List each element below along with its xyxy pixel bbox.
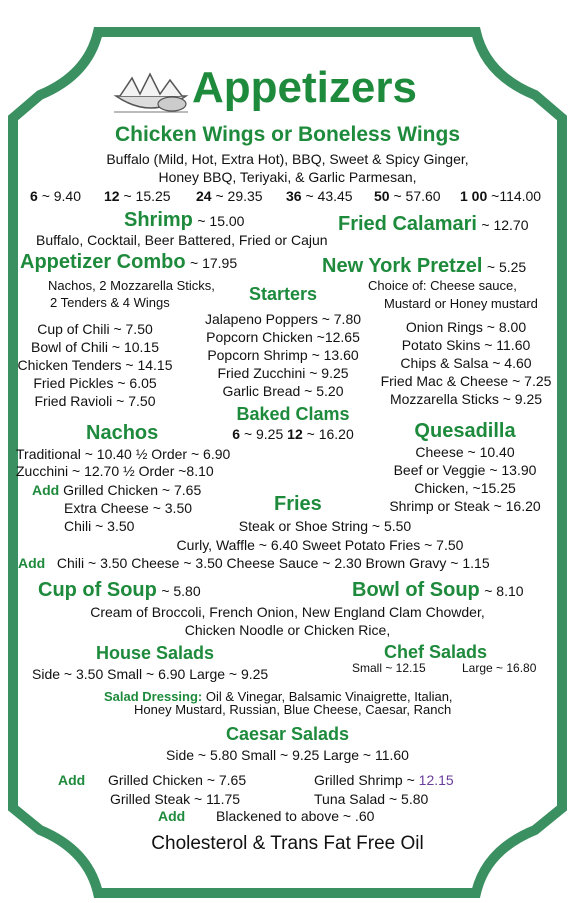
house-salads-prices: Side ~ 3.50 Small ~ 6.90 Large ~ 9.25 [32,666,269,682]
fries-line-1: Steak or Shoe String ~ 5.50 [238,518,412,534]
caesar-prices: Side ~ 5.80 Small ~ 9.25 Large ~ 11.60 [166,747,409,763]
nachos-add-2: Extra Cheese ~ 3.50 [64,500,193,516]
footer-note: Cholesterol & Trans Fat Free Oil [151,833,424,854]
clams-prices: 6 ~ 9.25 12 ~ 16.20 [232,426,354,442]
caesar-blackened: Blackened to above ~ .60 [216,808,375,824]
chef-salads-small: Small ~ 12.15 [352,661,426,675]
right-list-item: Onion Rings ~ 8.00 [405,319,527,335]
quesadilla-item: Cheese ~ 10.40 [415,444,515,460]
combo-item: Appetizer Combo ~ 17.95 [20,251,238,273]
soup-desc-2: Chicken Noodle or Chicken Rice, [184,622,391,638]
quesadilla-item: Shrimp or Steak ~ 16.20 [389,498,541,514]
left-list-item: Chicken Tenders ~ 14.15 [17,357,173,373]
wings-heading: Chicken Wings or Boneless Wings [114,123,460,146]
clams-heading: Baked Clams [236,404,350,424]
shrimp-desc: Buffalo, Cocktail, Beer Battered, Fried or Cajun [36,232,328,248]
left-list-item: Cup of Chili ~ 7.50 [37,321,153,337]
left-list-item: Bowl of Chili ~ 10.15 [30,339,160,355]
page-title: Appetizers [192,63,417,112]
starters-item: Popcorn Chicken ~12.65 [206,329,360,345]
caesar-grilled-chicken: Grilled Chicken ~ 7.65 [108,772,247,788]
starters-item: Jalapeno Poppers ~ 7.80 [204,311,362,327]
pretzel-desc-1: Choice of: Cheese sauce, [368,278,517,293]
combo-desc-1: Nachos, 2 Mozzarella Sticks, [48,278,215,293]
salad-dressing-line-1: Salad Dressing: Oil & Vinegar, Balsamic Vinaigrette, Italian, [104,689,453,704]
caesar-add-label: Add [58,772,86,788]
caesar-grilled-steak: Grilled Steak ~ 11.75 [110,791,241,807]
wings-price-12: 12 ~ 15.25 [104,188,171,204]
nachos-add-3: Chili ~ 3.50 [64,518,135,534]
left-list-item: Fried Ravioli ~ 7.50 [34,393,156,409]
right-list-item: Chips & Salsa ~ 4.60 [400,355,532,371]
quesadilla-heading: Quesadilla [414,420,516,442]
right-list-item: Fried Mac & Cheese ~ 7.25 [380,373,552,389]
soup-desc-1: Cream of Broccoli, French Onion, New England Clam Chowder, [90,604,485,620]
cup-of-soup: Cup of Soup ~ 5.80 [38,579,201,601]
pretzel-item: New York Pretzel ~ 5.25 [322,255,527,277]
left-list-item: Fried Pickles ~ 6.05 [33,375,157,391]
wings-price-24: 24 ~ 29.35 [196,188,263,204]
right-list-item: Potato Skins ~ 11.60 [401,337,531,353]
pretzel-desc-2: Mustard or Honey mustard [384,296,538,311]
nachos-line-1: Traditional ~ 10.40 ½ Order ~ 6.90 [16,446,231,462]
quesadilla-item: Beef or Veggie ~ 13.90 [393,462,537,478]
house-salads-heading: House Salads [96,643,215,663]
fries-heading: Fries [274,493,322,515]
starters-item: Garlic Bread ~ 5.20 [222,383,344,399]
calamari-item: Fried Calamari ~ 12.70 [338,213,529,235]
bowl-of-soup: Bowl of Soup ~ 8.10 [352,579,524,601]
chef-salads-heading: Chef Salads [384,642,488,662]
chef-salads-large: Large ~ 16.80 [462,661,537,675]
quesadilla-item: Chicken, ~15.25 [414,480,516,496]
fries-add-line: Add Chili ~ 3.50 Cheese ~ 3.50 Cheese Sauce ~ 2.30 Brown Gravy ~ 1.15 [18,555,490,571]
caesar-add-label-2: Add [158,808,186,824]
caesar-grilled-shrimp: Grilled Shrimp ~ 12.15 [314,772,454,788]
wings-price-100: 1 00 ~114.00 [460,188,542,204]
nachos-heading: Nachos [86,422,159,444]
caesar-tuna-salad: Tuna Salad ~ 5.80 [314,791,429,807]
wings-price-36: 36 ~ 43.45 [286,188,353,204]
salad-dressing-line-2: Honey Mustard, Russian, Blue Cheese, Caesar, Ranch [134,702,452,717]
wings-desc-1: Buffalo (Mild, Hot, Extra Hot), BBQ, Sweet & Spicy Ginger, [106,151,469,167]
nachos-add-1: Add Grilled Chicken ~ 7.65 [32,482,202,498]
starters-item: Fried Zucchini ~ 9.25 [217,365,349,381]
wings-desc-2: Honey BBQ, Teriyaki, & Garlic Parmesan, [158,169,417,185]
wings-price-50: 50 ~ 57.60 [374,188,441,204]
nachos-bowl-icon [110,68,192,116]
fries-line-2: Curly, Waffle ~ 6.40 Sweet Potato Fries ~ 7.50 [176,537,464,553]
caesar-heading: Caesar Salads [225,724,350,744]
starters-heading: Starters [248,284,318,304]
nachos-line-2: Zucchini ~ 12.70 ½ Order ~8.10 [16,463,214,479]
wings-price-6: 6 ~ 9.40 [30,188,82,204]
combo-desc-2: 2 Tenders & 4 Wings [50,295,170,310]
shrimp-item: Shrimp ~ 15.00 [124,209,245,231]
right-list-item: Mozzarella Sticks ~ 9.25 [389,391,543,407]
starters-item: Popcorn Shrimp ~ 13.60 [207,347,359,363]
